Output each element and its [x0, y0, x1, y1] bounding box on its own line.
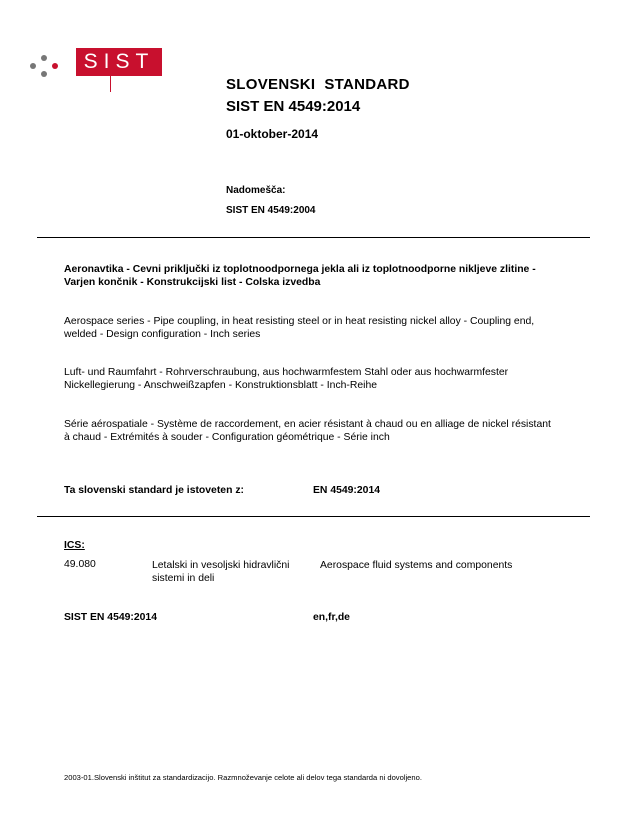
divider-top: [37, 237, 590, 238]
ics-label: ICS:: [64, 540, 85, 551]
ics-description-en: Aerospace fluid systems and components: [320, 560, 513, 571]
replaces-label: Nadomešča:: [226, 185, 286, 196]
copyright-notice: 2003-01.Slovenski inštitut za standardizacijo. Razmnoževanje celote ali delov tega standarda ni dovoljeno.: [64, 773, 422, 782]
logo-divider: [110, 76, 111, 92]
ics-code: 49.080: [64, 559, 96, 570]
standard-heading: SLOVENSKI STANDARD: [226, 76, 410, 93]
identical-label: Ta slovenski standard je istoveten z:: [64, 485, 244, 496]
sist-logo-dots: [28, 52, 68, 82]
title-english: Aerospace series - Pipe coupling, in heat resisting steel or in heat resisting nickel alloy - Coupling end, welded - Design configuration - Inch series: [64, 316, 535, 340]
title-slovenian: Aeronavtika - Cevni priključki iz toplotnoodpornega jekla ali iz toplotnoodporne nikljeve zlitine - Varjen končnik - Konstrukcijski list - Colska izvedba: [64, 264, 536, 288]
footer-standard-code: SIST EN 4549:2014: [64, 612, 157, 623]
identical-value: EN 4549:2014: [313, 485, 381, 496]
standard-code: SIST EN 4549:2014: [226, 98, 361, 115]
replaces-value: SIST EN 4549:2004: [226, 205, 316, 216]
sist-logo-text: SIST: [83, 50, 155, 73]
title-german: Luft- und Raumfahrt - Rohrverschraubung, aus hochwarmfestem Stahl oder aus hochwarmfester Nickellegierung - Anschweißzapfen - Konstruktionsblatt - Inch-Reihe: [64, 367, 509, 391]
footer-languages: en,fr,de: [313, 612, 350, 623]
sist-logo: [76, 48, 162, 76]
title-french: Série aérospatiale - Système de raccordement, en acier résistant à chaud ou en alliage de nickel résistant à chaud - Extrémités à souder - Configuration géométrique - Série inch: [64, 419, 551, 443]
ics-description-sl: Letalski in vesoljski hidravlični sistemi in deli: [152, 560, 290, 584]
publication-date: 01-oktober-2014: [226, 127, 319, 141]
divider-bottom: [37, 516, 590, 517]
